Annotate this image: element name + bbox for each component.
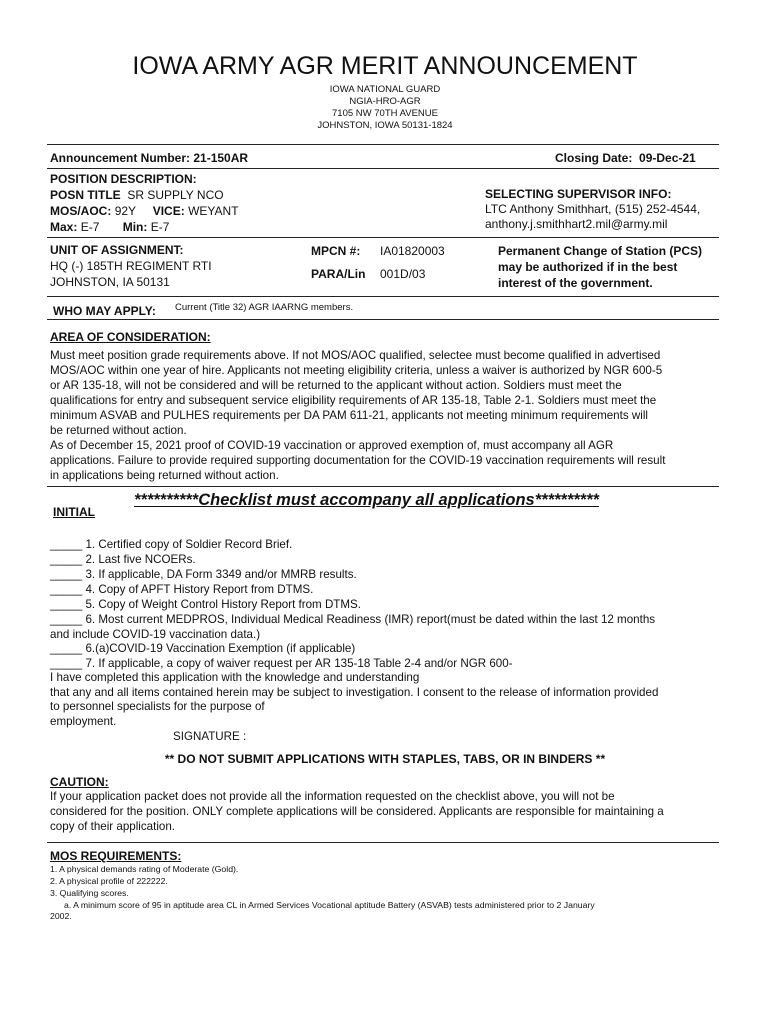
who-value: Current (Title 32) AGR IAARNG members. [175, 302, 354, 313]
divider [47, 168, 719, 169]
checklist-item: _____ 5. Copy of Weight Control History Report from DTMS. [50, 598, 362, 611]
mos-label: MOS/AOC: [50, 204, 112, 218]
checklist-item: I have completed this application with the knowledge and understanding [50, 671, 420, 684]
supervisor-line2: anthony.j.smithhart2.mil@army.mil [485, 217, 668, 231]
who-label: WHO MAY APPLY: [53, 304, 156, 318]
divider [47, 296, 719, 297]
unit-line1: HQ (-) 185TH REGIMENT RTI [50, 259, 212, 273]
caution-line: copy of their application. [50, 820, 176, 833]
pcs-line2: may be authorized if in the best [498, 260, 678, 274]
divider [47, 486, 719, 487]
caution-heading: CAUTION: [50, 775, 109, 789]
position-heading: POSITION DESCRIPTION: [50, 172, 197, 186]
checklist-item: employment. [50, 715, 117, 728]
caution-line: considered for the position. ONLY complete applications will be considered. Applicants are responsible for maintaining a [50, 805, 664, 818]
posn-title-label: POSN TITLE [50, 188, 121, 202]
mos-row [50, 204, 239, 218]
mos-line: 2002. [50, 911, 72, 921]
closing-date [555, 151, 696, 165]
checklist-item: and include COVID-19 vaccination data.) [50, 628, 261, 641]
area-line: MOS/AOC within one year of hire. Applicants not meeting eligibility criteria, unless a waiver is authorized by NGR 600-5 [50, 364, 663, 377]
staples-warning: ** DO NOT SUBMIT APPLICATIONS WITH STAPLES, TABS, OR IN BINDERS ** [164, 752, 606, 766]
org-street: 7105 NW 70TH AVENUE [332, 108, 438, 119]
vice-label: VICE: [152, 204, 185, 218]
announcement-number [50, 151, 248, 165]
area-line: in applications being returned without action. [50, 469, 279, 482]
grade-row [50, 220, 169, 234]
org-name: IOWA NATIONAL GUARD [329, 84, 441, 95]
max-value: E-7 [80, 220, 100, 234]
mos-line: 3. Qualifying scores. [50, 888, 129, 898]
divider [47, 144, 719, 145]
divider [47, 319, 719, 320]
pcs-line3: interest of the government. [498, 276, 653, 290]
para-label: PARA/Lin [311, 267, 366, 281]
checklist-item: _____ 7. If applicable, a copy of waiver request per AR 135-18 Table 2-4 and/or NGR 600- [50, 657, 513, 670]
mpcn-label: MPCN #: [311, 244, 361, 258]
para-value: 001D/03 [380, 267, 426, 281]
max-label: Max: [50, 220, 78, 234]
announcement-number-label: Announcement Number: [50, 151, 191, 165]
area-line: qualifications for entry and subsequent service eligibility requirements of AR 135-18, Table 2-1. Soldiers must meet the [50, 394, 657, 407]
area-line: Must meet position grade requirements above. If not MOS/AOC qualified, selectee must become qualified in advertised [50, 349, 661, 362]
divider [47, 237, 719, 238]
area-line: applications. Failure to provide required supporting documentation for the COVID-19 vaccination requirements will result [50, 454, 666, 467]
pcs-line1: Permanent Change of Station (PCS) [498, 244, 703, 258]
closing-date-value: 09-Dec-21 [639, 151, 696, 165]
checklist-item: _____ 4. Copy of APFT History Report from DTMS. [50, 583, 314, 596]
area-line: As of December 15, 2021 proof of COVID-19 vaccination or approved exemption of, must accompany all AGR [50, 439, 614, 452]
area-line: or AR 135-18, will not be considered and will be returned to the applicant without action. Soldiers must meet the [50, 379, 622, 392]
initial-heading: INITIAL [53, 505, 95, 519]
posn-title [50, 188, 224, 202]
mos-heading: MOS REQUIREMENTS: [50, 849, 182, 863]
closing-date-label: Closing Date: [555, 151, 633, 165]
unit-line2: JOHNSTON, IA 50131 [50, 275, 170, 289]
area-heading: AREA OF CONSIDERATION: [50, 330, 211, 344]
checklist-item: _____ 2. Last five NCOERs. [50, 553, 196, 566]
checklist-item: _____ 1. Certified copy of Soldier Record Brief. [50, 538, 293, 551]
divider [47, 842, 719, 843]
supervisor-heading: SELECTING SUPERVISOR INFO: [485, 187, 672, 201]
checklist-item: to personnel specialists for the purpose of [50, 700, 265, 713]
posn-title-value: SR SUPPLY NCO [127, 188, 224, 202]
checklist-item: _____ 6. Most current MEDPROS, Individual Medical Readiness (IMR) report(must be dated within the last 12 months [50, 613, 656, 626]
checklist-item: _____ 3. If applicable, DA Form 3349 and/or MMRB results. [50, 568, 357, 581]
caution-line: If your application packet does not provide all the information requested on the checklist above, you will not be [50, 790, 615, 803]
area-line: minimum ASVAB and PULHES requirements per DA PAM 611-21, applicants not meeting minimum requirements will [50, 409, 648, 422]
mos-line: 1. A physical demands rating of Moderate (Gold). [50, 864, 239, 874]
announcement-number-value: 21-150AR [193, 151, 249, 165]
signature-label: SIGNATURE : [173, 730, 247, 743]
min-value: E-7 [150, 220, 170, 234]
vice-value: WEYANT [188, 204, 239, 218]
supervisor-line1: LTC Anthony Smithhart, (515) 252-4544, [485, 202, 701, 216]
org-city: JOHNSTON, IOWA 50131-1824 [317, 120, 453, 131]
min-label: Min: [122, 220, 148, 234]
mos-value: 92Y [114, 204, 137, 218]
mos-line: a. A minimum score of 95 in aptitude area CL in Armed Services Vocational aptitude Battery (ASVAB) tests administered prior to 2 January [64, 900, 595, 910]
org-dept: NGIA-HRO-AGR [349, 96, 421, 107]
mos-line: 2. A physical profile of 222222. [50, 876, 168, 886]
checklist-item: _____ 6.(a)COVID-19 Vaccination Exemption (if applicable) [50, 642, 356, 655]
unit-heading: UNIT OF ASSIGNMENT: [50, 243, 184, 257]
checklist-item: that any and all items contained herein may be subject to investigation. I consent to the release of information provided [50, 686, 659, 699]
page-title: IOWA ARMY AGR MERIT ANNOUNCEMENT [132, 52, 638, 80]
area-line: be returned without action. [50, 424, 187, 437]
mpcn-value: IA01820003 [380, 244, 445, 258]
checklist-banner: **********Checklist must accompany all applications********** [134, 491, 599, 509]
